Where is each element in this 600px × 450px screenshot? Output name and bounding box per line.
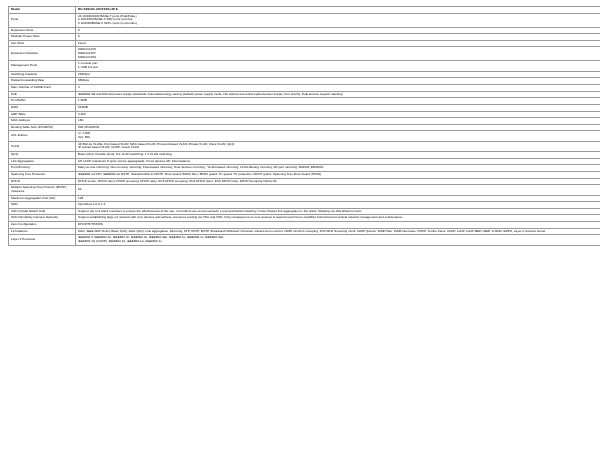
table-row bbox=[9, 118, 600, 125]
specification-table bbox=[8, 6, 600, 246]
table-row bbox=[9, 98, 600, 105]
table-row bbox=[9, 71, 600, 78]
row-value bbox=[76, 78, 600, 85]
row-value-line: IEEE802.1Q (GVRP), IEEE802.1d, IEEE802.1w, IEEE802.1s bbox=[78, 238, 162, 243]
table-row bbox=[9, 141, 600, 151]
row-label: Spanning Tree Protocols bbox=[9, 171, 76, 178]
row-value-line: 4K 802.1q VLANs; Port-based VLAN; MAC-based VLAN; Protocol-based VLAN; Private VLAN; Voice VLAN; QinQ bbox=[78, 141, 235, 146]
table-row bbox=[9, 13, 600, 27]
row-value-line: IEEE802.3af and 802.3at power supply standards; Automatic/energy-saving (default) power supply mode; Hot startup and uninterrupted power supply; Port priority; PoE devices support stacking bbox=[78, 91, 343, 96]
row-value-line: 0 bbox=[78, 34, 80, 39]
row-label: QinQ bbox=[9, 152, 76, 159]
row-value-line: 4 bbox=[78, 84, 80, 89]
row-value-line: 16K bbox=[78, 118, 84, 123]
row-value bbox=[76, 171, 600, 178]
row-label: Multiple Spanning Tree Protocol (MSTP) Instances bbox=[9, 185, 76, 195]
row-value-line: 96Mpps bbox=[78, 78, 90, 83]
row-value bbox=[76, 7, 600, 14]
row-value bbox=[76, 178, 600, 185]
row-value bbox=[76, 91, 600, 98]
row-value bbox=[76, 47, 600, 61]
row-value-line: IP subnet-based VLAN; GVRP; Guest VLAN bbox=[78, 145, 139, 150]
row-value-line: AP LACP (maximum 8 ports can be aggregated); Cross devices AP; Flow balance bbox=[78, 158, 191, 163]
row-value bbox=[76, 141, 600, 151]
row-label: Ports bbox=[9, 13, 76, 27]
row-value bbox=[76, 111, 600, 118]
row-value bbox=[76, 131, 600, 141]
row-value-line: 1.5MB bbox=[78, 98, 87, 103]
row-value-line: IEEE802.3, IEEE802.3u, IEEE802.3z, IEEE802.3x, IEEE802.3ab, IEEE802.1p, IEEE802.1v, IEEE802.3ad, bbox=[78, 235, 224, 240]
row-value-line: In: 1,500 bbox=[78, 131, 91, 136]
table-row bbox=[9, 111, 600, 118]
row-value bbox=[76, 84, 600, 91]
row-label: MAC Address bbox=[9, 118, 76, 125]
row-value-line: IEEE802.1d STP; IEEE802.1w RSTP; Standard 802.1s MSTP; Root Guard; BPDU filter; BPDU guard; TC guard; TC protection; ROOT guard; Spanning Tree Root Guard (STRG) bbox=[78, 171, 322, 176]
row-value bbox=[76, 215, 600, 222]
row-value-line: 0 bbox=[78, 27, 80, 32]
row-value bbox=[76, 34, 600, 41]
table-row bbox=[9, 235, 600, 245]
row-value-line: M2910-01XT bbox=[78, 51, 96, 56]
row-value bbox=[76, 208, 600, 215]
table-row bbox=[9, 202, 600, 209]
table-row bbox=[9, 40, 600, 47]
row-value bbox=[76, 124, 600, 131]
table-row bbox=[9, 27, 600, 34]
row-value bbox=[76, 202, 600, 209]
row-value bbox=[76, 40, 600, 47]
row-label: Layer 2 Protocols bbox=[9, 235, 76, 245]
row-value-line: Many-to-one mirroring; One-to-many mirroring; Flow-based mirroring; Over devices mirroring ; VLAN-based mirroring; VLAN-filtering mirroring; AP-port mirroring; RSPAN; ERSPAN bbox=[78, 165, 324, 170]
row-value bbox=[76, 104, 600, 111]
row-value-line: 64 bbox=[78, 187, 82, 192]
row-label: VSU (Virtual Switch Unit) bbox=[9, 208, 76, 215]
row-label: RAM bbox=[9, 104, 76, 111]
row-value-line: 2640bps bbox=[78, 71, 90, 76]
table-row bbox=[9, 131, 600, 141]
row-value-line: 2 100/1000 BASE-X SFP ports (combo) bbox=[78, 17, 133, 22]
row-label: Maximum Aggregation Port (AP) bbox=[9, 195, 76, 202]
row-label: Port Buffer bbox=[9, 98, 76, 105]
table-row bbox=[9, 208, 600, 215]
row-value-line: 1 USB 2.0 port bbox=[78, 65, 99, 70]
table-row bbox=[9, 104, 600, 111]
table-row bbox=[9, 195, 600, 202]
table-row bbox=[9, 165, 600, 172]
row-value-line: DHCP/TFTP/DNS bbox=[78, 222, 103, 227]
row-label: Port Mirroring bbox=[9, 165, 76, 172]
row-value bbox=[76, 98, 600, 105]
row-label: ARP Table bbox=[9, 111, 76, 118]
row-value bbox=[76, 222, 600, 229]
row-label: SCN (Simplicity Campus Network) bbox=[9, 215, 76, 222]
row-value bbox=[76, 228, 600, 235]
table-row bbox=[9, 152, 600, 159]
row-label: Max. Number of 1000E Ports bbox=[9, 84, 76, 91]
row-value-line: RG-S2910C-24GT2XS-HP-E bbox=[78, 7, 118, 11]
table-row bbox=[9, 171, 600, 178]
table-row bbox=[9, 34, 600, 41]
row-label: DHCP bbox=[9, 178, 76, 185]
row-value bbox=[76, 165, 600, 172]
row-value-line: Support establishing large L2 network with core devices and achieve resources pooling via VSU and VSD. Only management on core devices is required and hence simplifies horizontal and vertical network management and maintenance. bbox=[78, 215, 404, 220]
row-value bbox=[76, 118, 600, 125]
row-value-line: Basic QinQ, Flexible QinQ, N:1 VLAN switching, 1:1 VLAN switching bbox=[78, 152, 172, 157]
row-value bbox=[76, 27, 600, 34]
row-value-line: OpenFlow 1.0 & 1.3 bbox=[78, 202, 106, 207]
row-value-line: MAC, IEEE ARP VLAN, Basic QinQ, Relic QinQ, Link aggregation, Mirroring, STP, RSTP, MSTP, Broadcast/ Multicast/ Unknown unicast storm control, IGMP v1/v2/v3 snooping, IPv6 MLD Snooping v1/v2, IGMP Querier, IGMP filter, IGMP fast leave, DHCP, Jumbo frame, RLDP, LLDP, LLDP-MED, RElP, G.8032, ERPS, Layer 2 protocol tunnel bbox=[78, 228, 546, 233]
row-label: ACL Entries bbox=[9, 131, 76, 141]
row-label: Management Ports bbox=[9, 61, 76, 71]
row-value-line: M2910-01XS bbox=[78, 47, 97, 52]
table-row bbox=[9, 185, 600, 195]
row-value-line: 2 10/1000BASE-X SFP+ ports (noncombo) bbox=[78, 20, 137, 25]
row-value bbox=[76, 195, 600, 202]
row-label: PoE bbox=[9, 91, 76, 98]
row-value-line: Support (up to 9 stack members to ensure the effectiveness of the use, 4 members are recommended); Local and distant stacking; Cross-chassis link aggregation in the stack; Stacking via 10G Ethernet ports bbox=[78, 208, 362, 213]
table-row bbox=[9, 124, 600, 131]
table-row bbox=[9, 222, 600, 229]
table-row bbox=[9, 84, 600, 91]
table-row bbox=[9, 158, 600, 165]
row-label: Routing Table Size (IPv4/IPv6) bbox=[9, 124, 76, 131]
row-label: Packet Forwarding Rate bbox=[9, 78, 76, 85]
row-label: SDN bbox=[9, 202, 76, 209]
row-value-line: 3,200 bbox=[78, 111, 86, 116]
row-value bbox=[76, 152, 600, 159]
row-label: VLAN bbox=[9, 141, 76, 151]
row-value-line: 24 10/100/1000 BASE-T ports (PoE/PoE+) bbox=[78, 13, 137, 18]
row-value bbox=[76, 158, 600, 165]
table-row bbox=[9, 7, 600, 14]
row-value bbox=[76, 235, 600, 245]
row-label: Link Aggregation bbox=[9, 158, 76, 165]
row-label: Model bbox=[9, 7, 76, 14]
row-value-line: Out: 500 bbox=[78, 135, 90, 140]
table-row bbox=[9, 91, 600, 98]
row-value bbox=[76, 185, 600, 195]
row-value bbox=[76, 71, 600, 78]
row-value-line: 512MB bbox=[78, 104, 88, 109]
row-label: L2 Features bbox=[9, 228, 76, 235]
row-label: Expansion Slots bbox=[9, 27, 76, 34]
table-row bbox=[9, 228, 600, 235]
table-row bbox=[9, 178, 600, 185]
row-label: Switching Capacity bbox=[9, 71, 76, 78]
row-value-line: M2910-04XS bbox=[78, 54, 97, 59]
table-row bbox=[9, 47, 600, 61]
table-row bbox=[9, 61, 600, 71]
row-label: Zero Configuration bbox=[9, 222, 76, 229]
row-value-line: Fixed bbox=[78, 40, 86, 45]
row-value-line: 500 (IPv4/IPv6) bbox=[78, 124, 100, 129]
row-value-line: 1 console port bbox=[78, 61, 98, 66]
row-value bbox=[76, 13, 600, 27]
table-row bbox=[9, 215, 600, 222]
row-label: Fan Slots bbox=[9, 40, 76, 47]
row-label: Expansion Modules bbox=[9, 47, 76, 61]
row-value-line: DHCP server; DHCP client; DHCP snooping; DHCP relay; IPv6 DHCP snooping; IPv6 DHCP client; IPv6 DHCP relay; DHCP Snooping Option 82 bbox=[78, 178, 277, 183]
row-value-line: 128 bbox=[78, 195, 84, 200]
row-value bbox=[76, 61, 600, 71]
table-row bbox=[9, 78, 600, 85]
row-label: Modular Power Slots bbox=[9, 34, 76, 41]
